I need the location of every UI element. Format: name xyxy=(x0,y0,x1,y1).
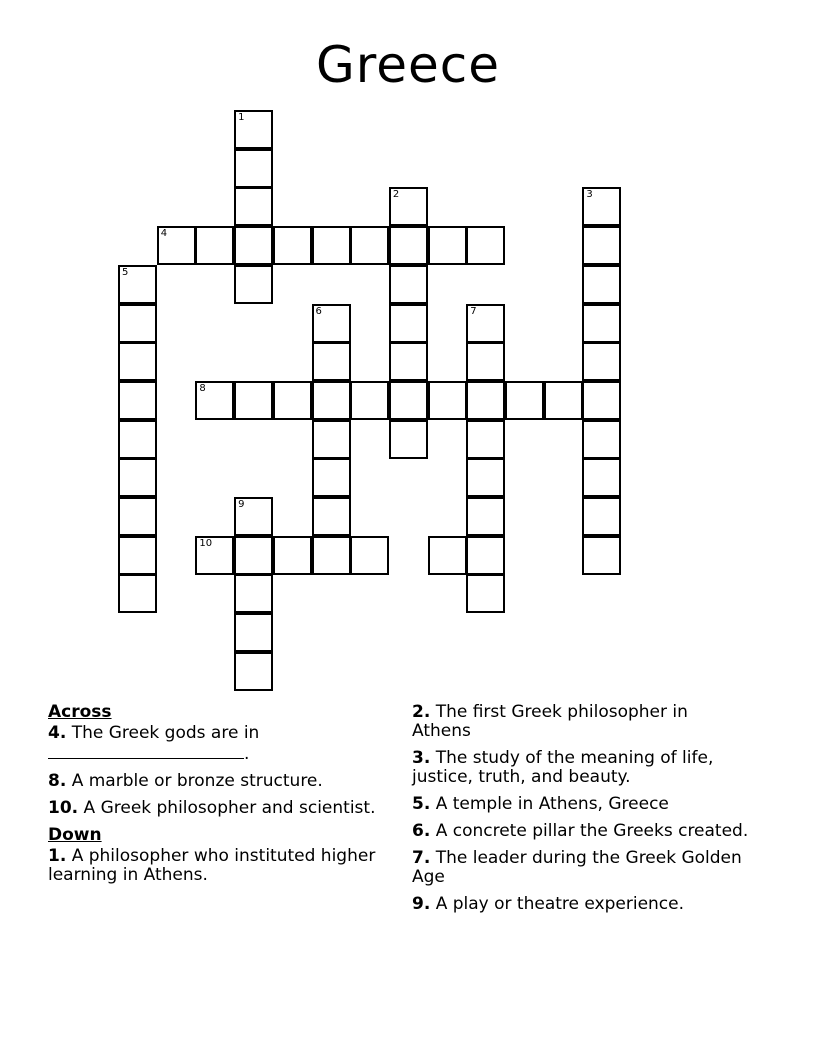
grid-cell[interactable] xyxy=(389,420,428,459)
grid-cell[interactable] xyxy=(118,265,157,304)
clue-number: 7. xyxy=(412,848,431,868)
clue-number: 1. xyxy=(48,846,67,866)
cell-number: 2 xyxy=(392,189,400,201)
grid-cell[interactable] xyxy=(544,381,583,420)
clue-text: A Greek philosopher and scientist. xyxy=(83,798,376,818)
grid-cell[interactable] xyxy=(273,381,312,420)
grid-cell[interactable] xyxy=(582,304,621,343)
clue-text: A concrete pillar the Greeks created. xyxy=(435,821,749,841)
grid-cell[interactable] xyxy=(234,265,273,304)
grid-cell[interactable] xyxy=(234,497,273,536)
answer-blank xyxy=(48,743,244,759)
clue-down-6 xyxy=(412,822,752,841)
grid-cell[interactable] xyxy=(582,226,621,265)
grid-cell[interactable] xyxy=(118,420,157,459)
clue-across-10 xyxy=(48,799,378,818)
grid-cell[interactable] xyxy=(312,536,351,575)
cell-number: 6 xyxy=(315,305,322,317)
grid-cell[interactable] xyxy=(118,304,157,343)
grid-cell[interactable] xyxy=(312,381,351,420)
clue-text: A marble or bronze structure. xyxy=(71,771,323,791)
grid-cell[interactable] xyxy=(350,536,389,575)
grid-cell[interactable] xyxy=(428,381,467,420)
clue-text: The Greek gods are in xyxy=(71,723,260,743)
clue-text: The leader during the Greek Golden Age xyxy=(412,848,742,887)
cell-number: 4 xyxy=(160,228,168,240)
cell-number: 8 xyxy=(199,382,206,394)
grid-cell[interactable] xyxy=(195,226,234,265)
cell-number: 10 xyxy=(199,537,213,549)
grid-cell[interactable] xyxy=(582,536,621,575)
grid-cell[interactable] xyxy=(350,381,389,420)
grid-cell[interactable] xyxy=(312,420,351,459)
grid-cell[interactable] xyxy=(389,187,428,226)
clue-number: 10. xyxy=(48,798,79,818)
grid-cell[interactable] xyxy=(195,381,234,420)
grid-cell[interactable] xyxy=(466,536,505,575)
grid-cell[interactable] xyxy=(312,497,351,536)
grid-cell[interactable] xyxy=(234,574,273,613)
clue-number: 8. xyxy=(48,771,67,791)
clue-down-2 xyxy=(412,703,752,741)
cell-number: 9 xyxy=(238,499,245,510)
grid-cell[interactable] xyxy=(195,536,234,575)
clue-number: 4. xyxy=(48,723,67,743)
grid-cell[interactable] xyxy=(234,613,273,652)
grid-cell[interactable] xyxy=(234,226,273,265)
down-heading: Down xyxy=(48,825,102,845)
grid-cell[interactable] xyxy=(312,342,351,381)
clue-text: A temple in Athens, Greece xyxy=(435,794,669,814)
clues-right-column xyxy=(412,703,752,922)
clue-number: 3. xyxy=(412,748,431,768)
grid-cell[interactable] xyxy=(582,458,621,497)
grid-cell[interactable] xyxy=(428,536,467,575)
grid-cell[interactable] xyxy=(312,304,351,343)
grid-cell[interactable] xyxy=(582,342,621,381)
grid-cell[interactable] xyxy=(234,536,273,575)
grid-cell[interactable] xyxy=(389,265,428,304)
grid-cell[interactable] xyxy=(466,497,505,536)
clue-text: A play or theatre experience. xyxy=(435,894,685,914)
grid-cell[interactable] xyxy=(582,187,621,226)
grid-cell[interactable] xyxy=(118,574,157,613)
grid-cell[interactable] xyxy=(118,458,157,497)
grid-cell[interactable] xyxy=(466,458,505,497)
grid-cell[interactable] xyxy=(118,342,157,381)
clue-down-3 xyxy=(412,749,752,787)
grid-cell[interactable] xyxy=(582,381,621,420)
grid-cell[interactable] xyxy=(389,304,428,343)
grid-cell[interactable] xyxy=(466,304,505,343)
clue-number: 5. xyxy=(412,794,431,814)
clues-left-column xyxy=(48,703,378,893)
grid-cell[interactable] xyxy=(466,420,505,459)
clue-down-9 xyxy=(412,895,752,914)
clue-down-5 xyxy=(412,795,752,814)
page-title: Greece xyxy=(316,36,500,94)
cell-number: 3 xyxy=(586,189,593,201)
grid-cell[interactable] xyxy=(234,381,273,420)
grid-cell[interactable] xyxy=(389,381,428,420)
grid-cell[interactable] xyxy=(234,652,273,691)
grid-cell[interactable] xyxy=(466,574,505,613)
clue-number: 6. xyxy=(412,821,431,841)
grid-cell[interactable] xyxy=(234,187,273,226)
grid-cell[interactable] xyxy=(234,110,273,149)
grid-cell[interactable] xyxy=(466,226,505,265)
grid-cell[interactable] xyxy=(582,497,621,536)
cell-number: 5 xyxy=(122,266,129,278)
clue-text: The first Greek philosopher in Athens xyxy=(412,702,688,741)
grid-cell[interactable] xyxy=(389,226,428,265)
grid-cell[interactable] xyxy=(273,536,312,575)
across-heading: Across xyxy=(48,702,112,722)
clue-down-7 xyxy=(412,849,752,887)
grid-cell[interactable] xyxy=(466,381,505,420)
grid-cell[interactable] xyxy=(428,226,467,265)
grid-cell[interactable] xyxy=(582,265,621,304)
grid-cell[interactable] xyxy=(389,342,428,381)
clue-text: A philosopher who instituted higher learning in Athens. xyxy=(48,846,376,885)
grid-cell[interactable] xyxy=(350,226,389,265)
grid-cell[interactable] xyxy=(118,497,157,536)
clue-number: 9. xyxy=(412,894,431,914)
grid-cell[interactable] xyxy=(273,226,312,265)
clue-across-4 xyxy=(48,724,378,764)
grid-cell[interactable] xyxy=(157,226,196,265)
clue-text: The study of the meaning of life, justice, truth, and beauty. xyxy=(412,748,714,787)
clue-across-8 xyxy=(48,772,378,791)
grid-cell[interactable] xyxy=(312,226,351,265)
grid-cell[interactable] xyxy=(118,381,157,420)
grid-cell[interactable] xyxy=(312,458,351,497)
grid-cell[interactable] xyxy=(466,342,505,381)
grid-cell[interactable] xyxy=(234,149,273,188)
grid-cell[interactable] xyxy=(505,381,544,420)
clue-punct: . xyxy=(244,744,250,764)
cell-number: 1 xyxy=(238,112,245,123)
clue-down-1 xyxy=(48,847,378,885)
grid-cell[interactable] xyxy=(118,536,157,575)
cell-number: 7 xyxy=(470,305,477,317)
clue-number: 2. xyxy=(412,702,431,722)
grid-cell[interactable] xyxy=(582,420,621,459)
